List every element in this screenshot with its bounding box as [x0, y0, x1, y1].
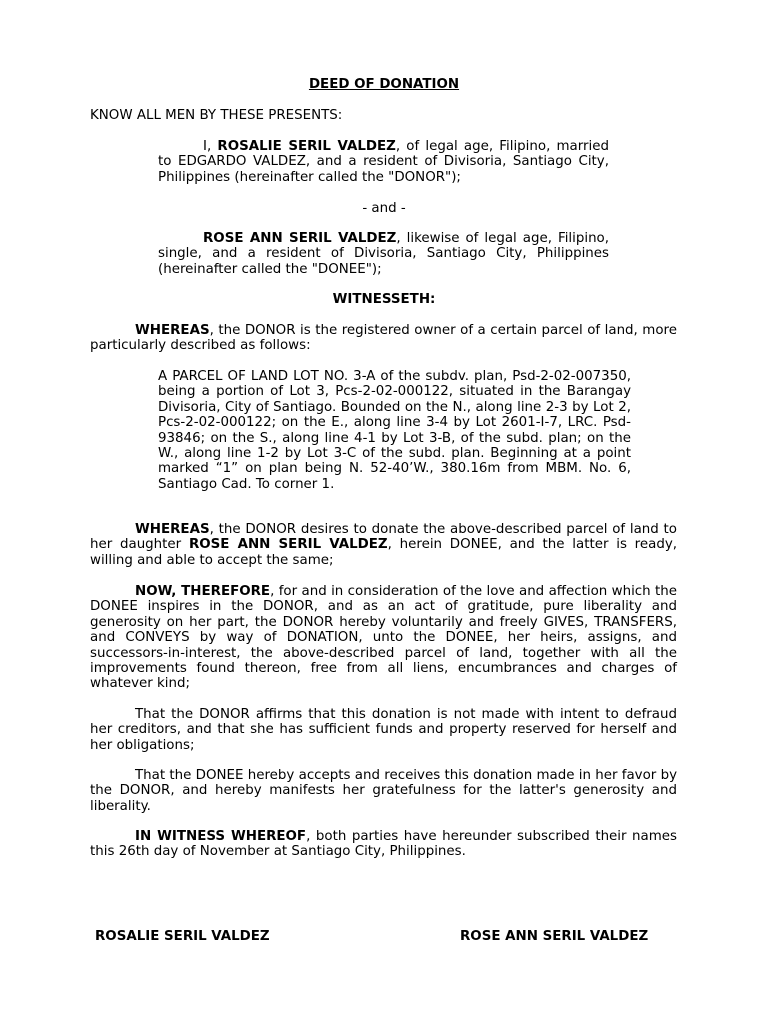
- whereas-1-text: , the DONOR is the registered owner of a certain parcel of land, more particularly described as follows:: [90, 323, 677, 354]
- affirmation-paragraph: That the DONOR affirms that this donation is not made with intent to defraud her creditors, and that she has sufficient funds and property reserved for herself and her obligations;: [90, 707, 677, 753]
- donor-party-paragraph: [158, 139, 609, 185]
- donor-signature-name: ROSALIE SERIL VALDEZ: [95, 929, 270, 944]
- preamble: KNOW ALL MEN BY THESE PRESENTS:: [90, 108, 343, 123]
- property-description: A PARCEL OF LAND LOT NO. 3-A of the subdv. plan, Psd-2-02-007350, being a portion of Lot 3, Pcs-2-02-000122, situated in the Barangay Divisoria, City of Santiago. Bounded on the N., along line 2-3 by Lot 2, Pcs-2-02-000122; on the E., along line 3-4 by Lot 2601-I-7, LRC. Psd-93846; on the S., along line 4-1 by Lot 3-B, of the subd. plan; on the W., along line 1-2 by Lot 3-C of the subd. plan. Beginning at a point marked “1” on plan being N. 52-40’W., 380.16m from MBM. No. 6, Santiago Cad. To corner 1.: [158, 369, 631, 492]
- whereas-paragraph-1: [90, 323, 677, 354]
- whereas-2-text-2: , herein DONEE, and the latter is ready, willing and able to accept the same;: [90, 537, 678, 568]
- donee-name: ROSE ANN SERIL VALDEZ: [203, 231, 397, 246]
- whereas-2-text-1: , the DONOR desires to donate the above-described parcel of land to her daughter: [90, 522, 677, 553]
- now-therefore-lead: NOW, THEREFORE: [135, 584, 271, 599]
- witnesseth-heading: WITNESSETH:: [332, 292, 436, 307]
- whereas-1-lead: WHEREAS: [135, 323, 210, 338]
- donee-signature-name: ROSE ANN SERIL VALDEZ: [460, 929, 649, 944]
- donor-party-prefix: I,: [203, 139, 218, 154]
- now-therefore-text: , for and in consideration of the love and affection which the DONEE inspires in the DONOR, and as an act of gratitude, pure liberality and generosity on her part, the DONOR hereby voluntarily and freely GIVES, TRANSFERS, and CONVEYS by way of DONATION, unto the DONEE, her heirs, assigns, and successors-in-interest, the above-described parcel of land, together with all the improvements found thereon, free from all liens, encumbrances and charges of whatever kind;: [90, 584, 677, 692]
- donor-party-text: , of legal age, Filipino, married to EDGARDO VALDEZ, and a resident of Divisoria, Santiago City, Philippines (hereinafter called the "DONOR");: [158, 139, 609, 185]
- donee-party-paragraph: [158, 231, 609, 277]
- in-witness-lead: IN WITNESS WHEREOF: [135, 829, 307, 844]
- whereas-2-donee-name: ROSE ANN SERIL VALDEZ: [188, 537, 388, 553]
- and-separator: - and -: [362, 201, 406, 216]
- in-witness-paragraph: [90, 829, 677, 860]
- now-therefore-paragraph: [90, 584, 677, 692]
- whereas-paragraph-2: [90, 522, 677, 568]
- document-title: DEED OF DONATION: [308, 77, 460, 92]
- donor-name: ROSALIE SERIL VALDEZ: [217, 139, 396, 154]
- whereas-2-lead: WHEREAS: [135, 522, 210, 537]
- acceptance-paragraph: That the DONEE hereby accepts and receives this donation made in her favor by the DONOR, and hereby manifests her gratefulness for the latter's generosity and liberality.: [90, 768, 677, 814]
- donee-party-text: , likewise of legal age, Filipino, single, and a resident of Divisoria, Santiago City, Philippines (hereinafter called the "DONEE");: [158, 231, 610, 277]
- in-witness-text: , both parties have hereunder subscribed their names this 26th day of November at Santiago City, Philippines.: [90, 829, 677, 860]
